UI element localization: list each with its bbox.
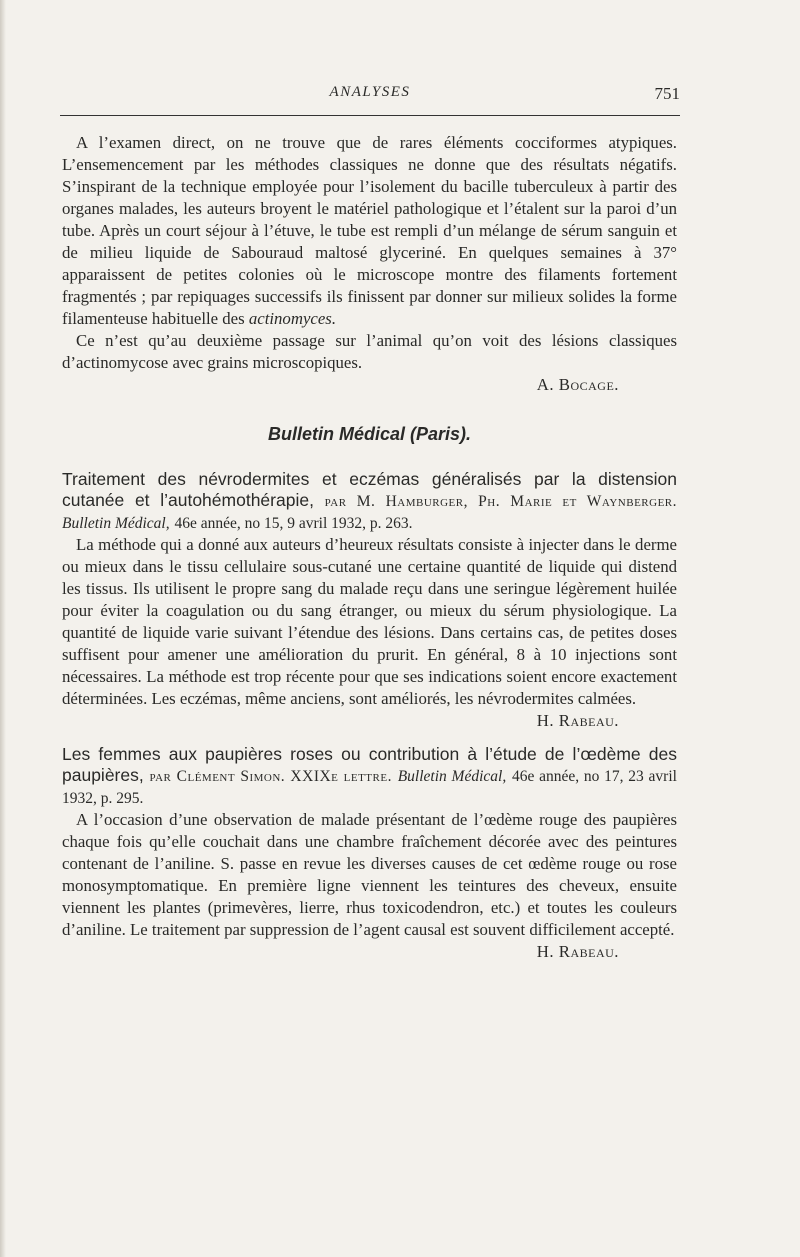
article-2-title: Les femmes aux paupières roses ou contribution à l’étude de l’œdème des paupières, (62, 744, 677, 785)
article-2-body: A l’occasion d’une observation de malade présentant de l’œdème rouge des paupières chaque fois qu’elle couchait dans une chambre fraîchement décorée avec des peintures contenant de l’aniline. S. passe en revue les diverses causes de cet œdème rouge ou rose monosymptomatique. En première ligne viennent les teintures des cheveux, ensuite viennent les plantes (primevères, lierre, rhus toxicodendron, etc.) et toutes les couleurs d’aniline. Le traitement par suppression de l’agent causal est souvent difficilement accepté. (62, 810, 677, 939)
intro-signature: A. Bocage. (536, 375, 619, 394)
article-2-reference: 46e année, no 17, 23 avril 1932, p. 295. (62, 768, 677, 807)
article-2-heading (62, 744, 677, 809)
page-edge-shadow (0, 0, 6, 1257)
article-1-signature: H. Rabeau. (536, 711, 619, 730)
intro-paragraph-2: Ce n’est qu’au deuxième passage sur l’animal qu’on voit des lésions classiques d’actinomycose avec grains microscopiques. (62, 331, 677, 372)
article-1-journal: Bulletin Médical, (62, 515, 170, 532)
article-1-authors: par M. Hamburger, Ph. Marie et Waynberger. (324, 493, 678, 510)
intro-paragraph-1-text: A l’examen direct, on ne trouve que de rares éléments cocciformes atypiques. L’ensemencement par les méthodes classiques ne donne que des résultats négatifs. S’inspirant de la technique employée pour l’isolement du bacille tuberculeux à partir des organes malades, les auteurs broyent le matériel pathologique et l’étalent sur la paroi d’un tube. Après un court séjour à l’étuve, le tube est rempli d’un mélange de sérum sanguin et de milieu liquide de Sabouraud maltosé glyceriné. En quelques semaines à 37° apparaissent de petites colonies où le microscope montre des filaments fortement fragmentés ; par repiquages successifs ils finissent par donner sur milieux solides la forme filamenteuse habituelle des (62, 133, 677, 328)
article-2 (62, 744, 677, 963)
article-1-reference: 46e année, no 15, 9 avril 1932, p. 263. (174, 515, 413, 532)
article-2-authors: par Clément Simon. XXIXe lettre. (149, 768, 392, 785)
article-1-body: La méthode qui a donné aux auteurs d’heureux résultats consiste à injecter dans le derme ou mieux dans le tissu cellulaire sous-cutané une certaine quantité de liquide qui distend les tissus. Ils utilisent le propre sang du malade reçu dans une seringue légèrement huilée pour éviter la coagulation ou du sang étranger, ou mieux du sérum physiologique. La quantité de liquide varie suivant l’étendue des lésions. Dans certains cas, de petites doses suffisent pour amener une amélioration du prurit. En général, 8 à 10 injections sont nécessaires. La méthode est trop récente pour que ses indications soient encore exactement déterminées. Les eczémas, même anciens, sont améliorés, les névrodermites calmées. (62, 535, 677, 708)
article-1-heading (62, 469, 677, 534)
header-rule (60, 115, 680, 116)
article-2-signature: H. Rabeau. (536, 942, 619, 961)
article-1-title: Traitement des névrodermites et eczémas généralisés par la distension cutanée et l’autohémothérapie, (62, 469, 677, 510)
intro-paragraph-1-italic: actinomyces. (248, 309, 337, 328)
page-header (60, 84, 680, 108)
running-head: ANALYSES (329, 84, 411, 100)
article-1 (62, 469, 677, 732)
section-heading: Bulletin Médical (Paris). (267, 424, 472, 444)
intro-paragraph-1 (62, 132, 677, 330)
page-number: 751 (654, 84, 680, 103)
page-body (62, 132, 677, 963)
article-2-journal: Bulletin Médical, (397, 768, 507, 785)
